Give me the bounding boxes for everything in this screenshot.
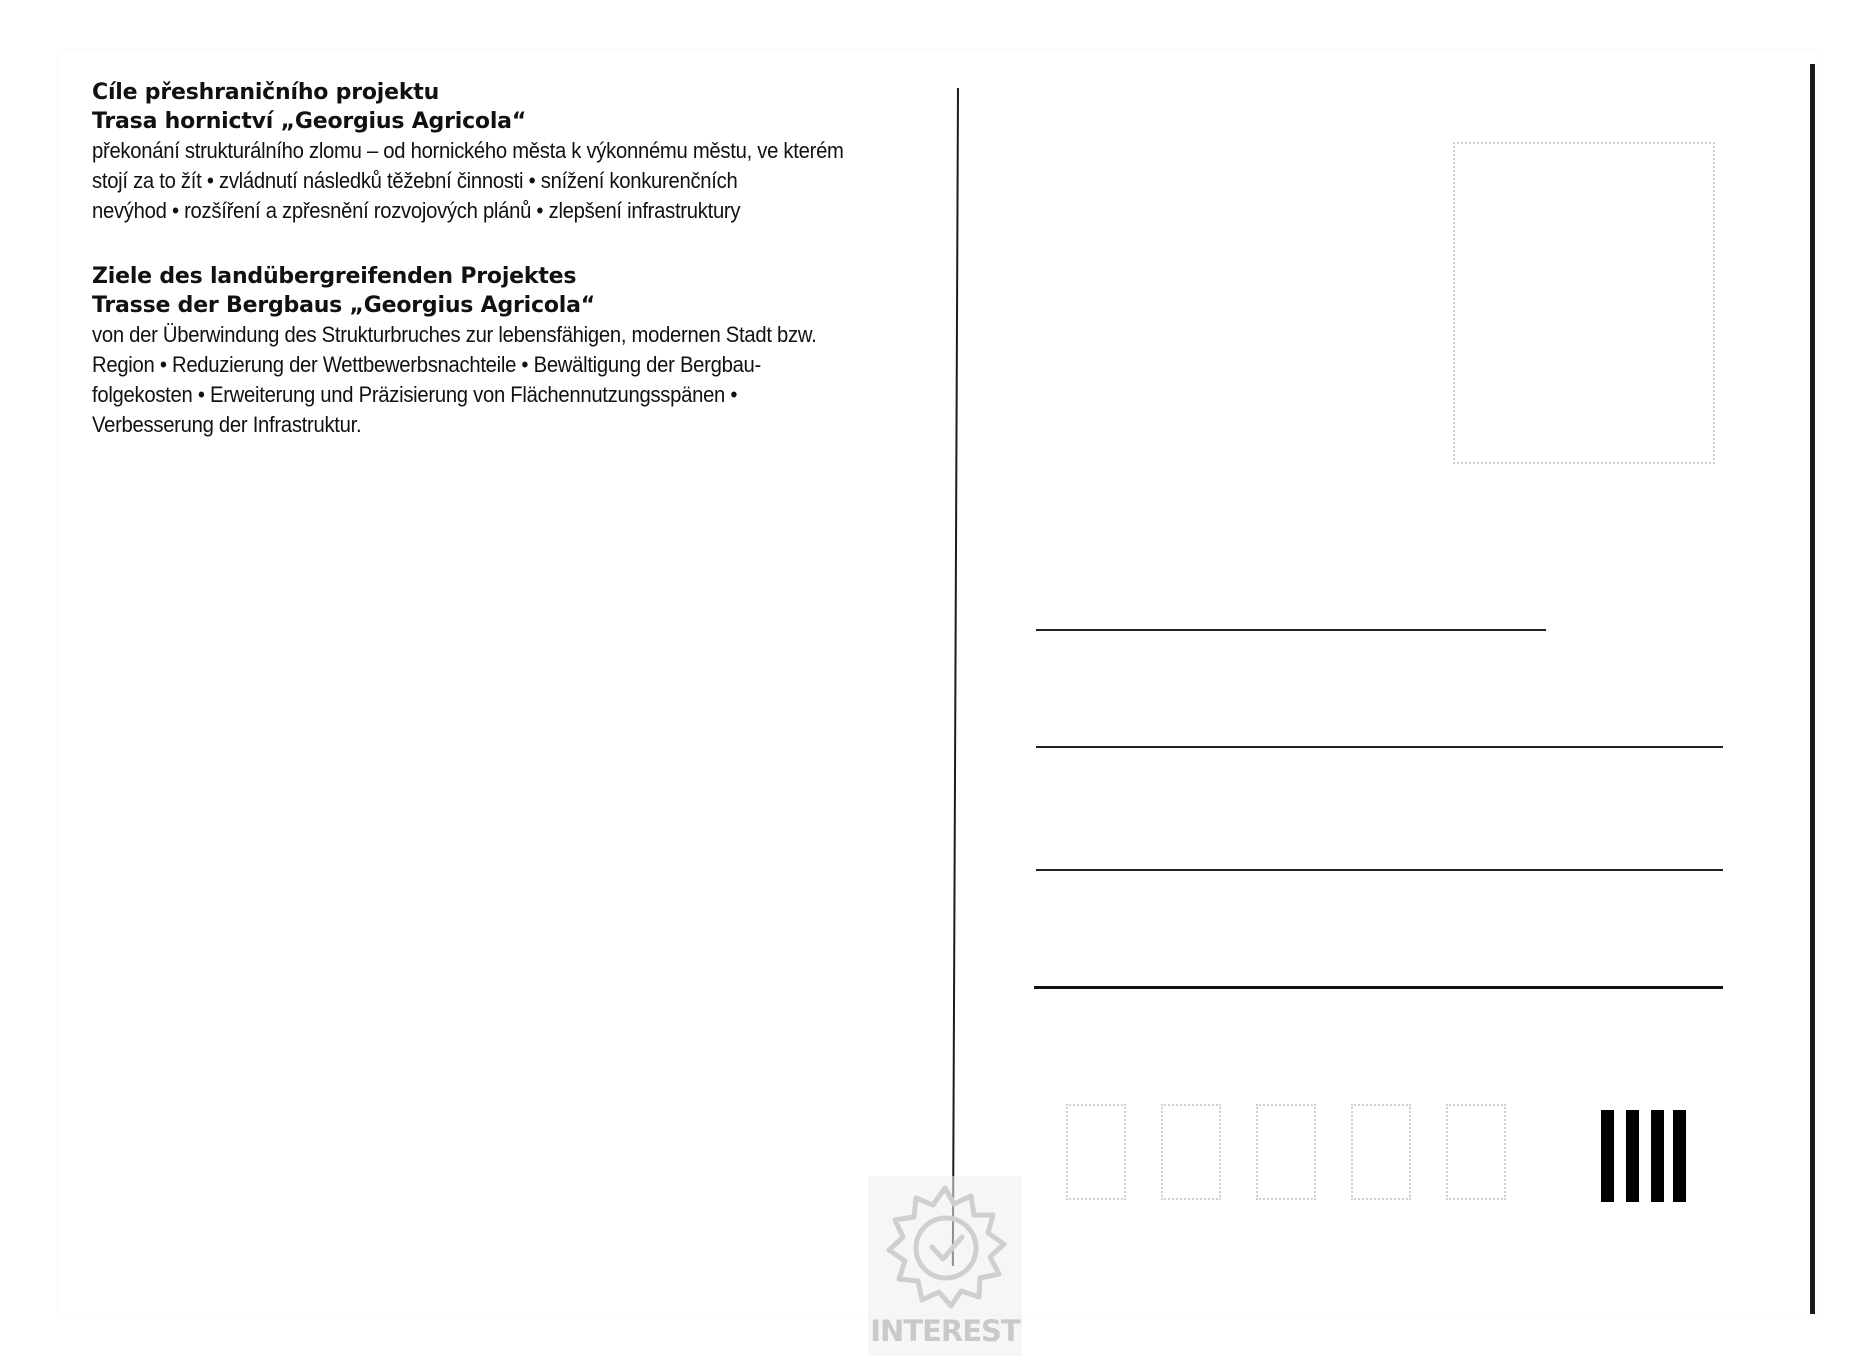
gear-check-icon — [882, 1182, 1008, 1312]
cz-body-line: stojí za to žít • zvládnutí následků těžební činnosti • snížení konkurenčních — [92, 168, 738, 193]
watermark-label: INTEREST — [870, 1314, 1020, 1348]
czech-text-block — [92, 78, 952, 226]
stamp-placeholder-box — [1453, 142, 1715, 464]
card-edge-shadow — [1810, 64, 1815, 1314]
postal-code-bar — [1626, 1110, 1639, 1202]
postal-code-bar — [1601, 1110, 1614, 1202]
postal-code-bar — [1651, 1110, 1664, 1202]
cz-heading-project: Cíle přeshraničního projektu — [92, 80, 440, 105]
address-line — [1036, 746, 1723, 748]
de-body-line: Verbesserung der Infrastruktur. — [92, 412, 362, 437]
postcode-digit-box — [1161, 1104, 1221, 1200]
de-body-line: von der Überwindung des Strukturbruches zur lebensfähigen, modernen Stadt bzw. — [92, 322, 817, 347]
address-line — [1036, 629, 1546, 631]
postal-code-bar — [1673, 1110, 1686, 1202]
cz-body-line: nevýhod • rozšíření a zpřesnění rozvojových plánů • zlepšení infrastruktury — [92, 198, 741, 223]
cz-heading-route: Trasa hornictví „Georgius Agricola“ — [92, 109, 527, 134]
de-body-line: Region • Reduzierung der Wettbewerbsnachteile • Bewältigung der Bergbau- — [92, 352, 762, 377]
address-line — [1034, 986, 1723, 989]
german-text-block — [92, 262, 952, 440]
de-body-line: folgekosten • Erweiterung und Präzisierung von Flächennutzungsspänen • — [92, 382, 738, 407]
postcode-digit-box — [1066, 1104, 1126, 1200]
de-heading-project: Ziele des landübergreifenden Projektes — [92, 264, 577, 289]
postcode-digit-box — [1351, 1104, 1411, 1200]
de-heading-route: Trasse der Bergbaus „Georgius Agricola“ — [92, 293, 596, 318]
postcode-digit-box — [1446, 1104, 1506, 1200]
watermark — [868, 1176, 1022, 1356]
postcode-digit-box — [1256, 1104, 1316, 1200]
address-line — [1036, 869, 1723, 871]
cz-body-line: překonání strukturálního zlomu – od hornického města k výkonnému městu, ve kterém — [92, 138, 844, 163]
